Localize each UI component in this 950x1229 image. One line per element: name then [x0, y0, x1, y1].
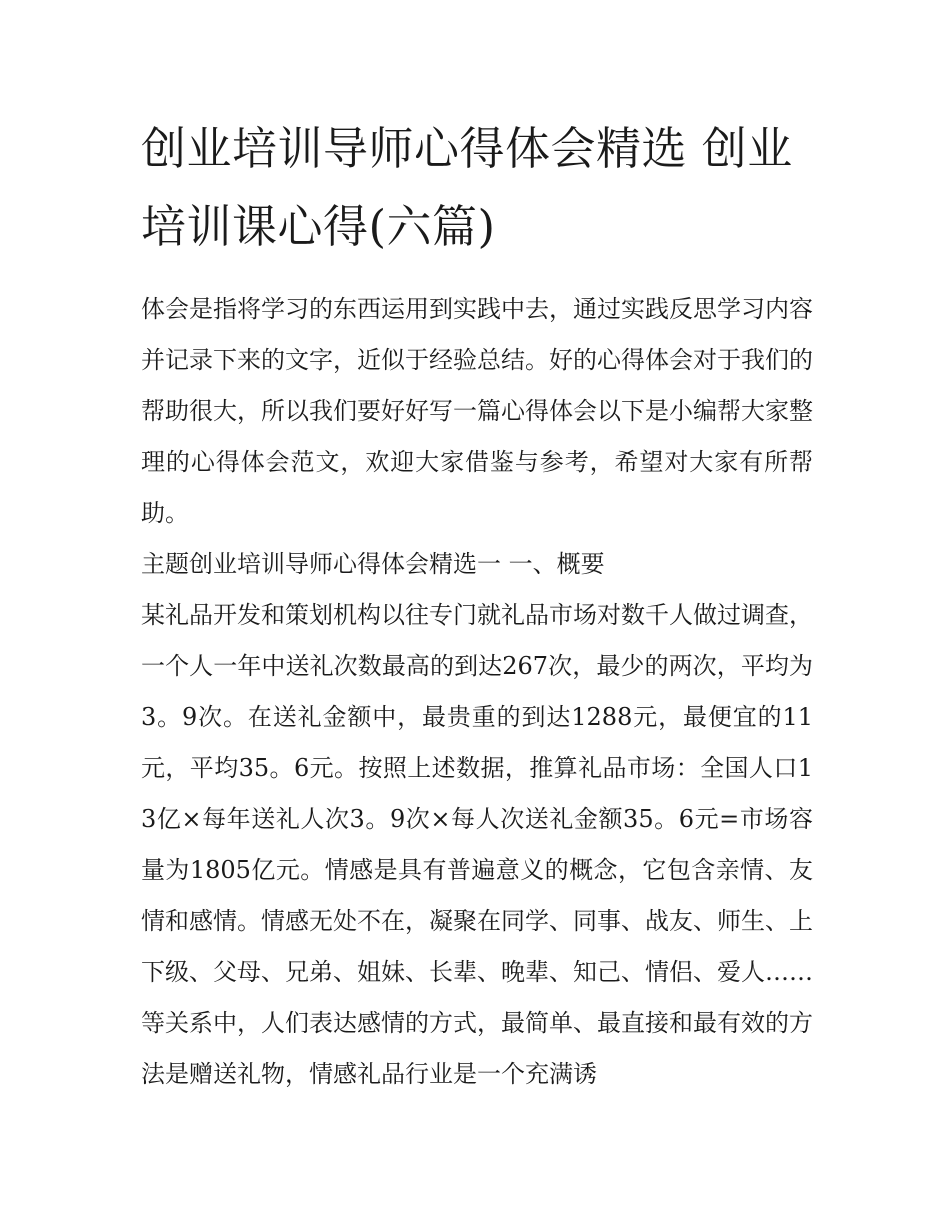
- body-paragraph: 某礼品开发和策划机构以往专门就礼品市场对数千人做过调查，一个人一年中送礼次数最高的到达267次，最少的两次，平均为3。9次。在送礼金额中，最贵重的到达1288元，最便宜的11元，平均35。6元。按照上述数据，推算礼品市场：全国人口13亿×每年送礼人次3。9次×每人次送礼金额35。6元=市场容量为1805亿元。情感是具有普遍意义的概念，它包含亲情、友情和感情。情感无处不在，凝聚在同学、同事、战友、师生、上下级、父母、兄弟、姐妹、长辈、晚辈、知己、情侣、爱人……等关系中，人们表达感情的方式，最简单、最直接和最有效的方法是赠送礼物，情感礼品行业是一个充满诱: [141, 601, 813, 1088]
- document-content: [141, 110, 813, 1100]
- section-heading: 主题创业培训导师心得体会精选一 一、概要: [141, 550, 605, 578]
- document-title: 创业培训导师心得体会精选 创业培训课心得(六篇): [141, 122, 793, 253]
- intro-paragraph: 体会是指将学习的东西运用到实践中去，通过实践反思学习内容并记录下来的文字，近似于经验总结。好的心得体会对于我们的帮助很大，所以我们要好好写一篇心得体会以下是小编帮大家整理的心得体会范文，欢迎大家借鉴与参考，希望对大家有所帮助。: [141, 295, 813, 527]
